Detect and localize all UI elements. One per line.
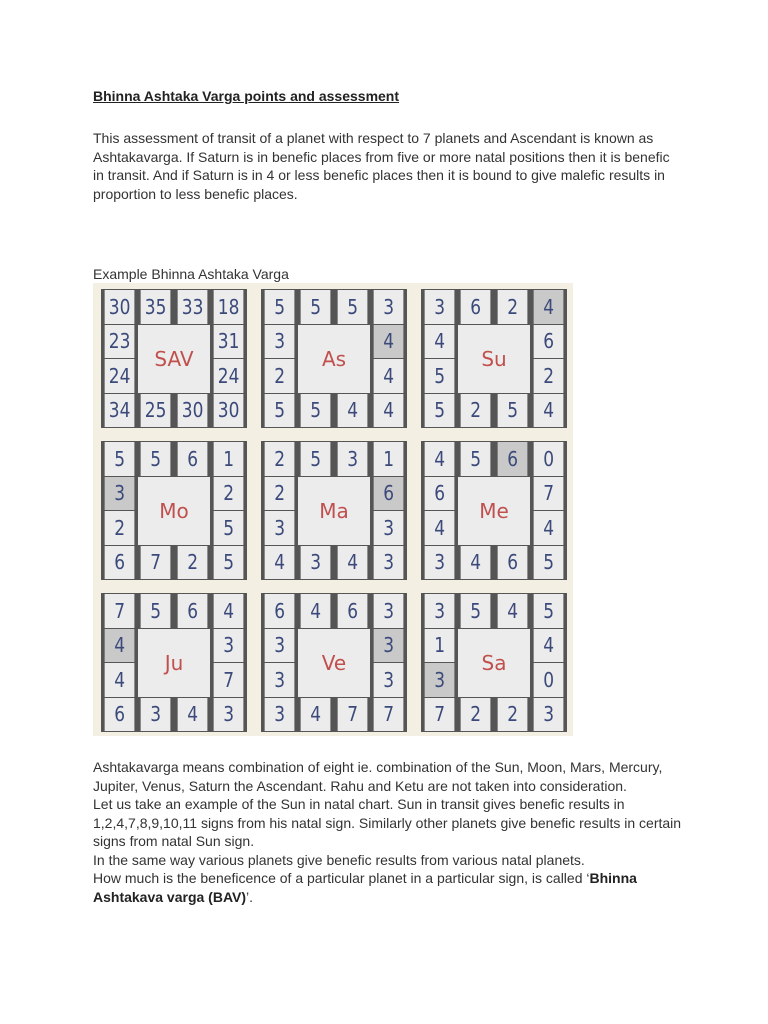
chart-cell: 4 [301, 594, 331, 628]
chart-cell: 3 [373, 629, 403, 663]
chart-cell: 3 [373, 290, 403, 324]
chart-cell: 6 [373, 477, 403, 511]
chart-cell: 7 [373, 698, 403, 732]
chart-cell: 4 [105, 629, 135, 663]
chart-mo [101, 441, 247, 580]
bav-suffix: ’. [246, 888, 254, 905]
chart-cell: 6 [177, 594, 207, 628]
chart-cell: 5 [425, 394, 455, 428]
chart-cell: 5 [461, 442, 491, 476]
chart-cell: 4 [301, 698, 331, 732]
chart-cell: 7 [141, 546, 171, 580]
chart-cell: 4 [337, 546, 367, 580]
chart-cell: 6 [425, 477, 455, 511]
chart-cell: 4 [265, 546, 295, 580]
chart-cell: 5 [301, 394, 331, 428]
chart-cell: 5 [301, 290, 331, 324]
chart-cell: 33 [177, 290, 207, 324]
body-line-2: Let us take an example of the Sun in natal chart. Sun in transit gives benefic results in 1,2,4,7,8,9,10,11 signs from his natal sign. Similarly other planets give benefic results in certain signs from natal Sun sign. [93, 796, 682, 849]
chart-cell: 4 [213, 594, 243, 628]
chart-cell: 2 [461, 394, 491, 428]
body-line-1: Ashtakavarga means combination of eight ie. combination of the Sun, Moon, Mars, Mercury, Jupiter, Venus, Saturn the Ascendant. Rahu and Ketu are not taken into consideration. [93, 759, 663, 794]
chart-cell: 4 [373, 359, 403, 393]
chart-cell: 4 [533, 394, 563, 428]
chart-cell: 4 [373, 325, 403, 359]
chart-cell: 24 [105, 359, 135, 393]
chart-cell: 25 [141, 394, 171, 428]
chart-cell: 3 [265, 698, 295, 732]
chart-cell: 3 [425, 290, 455, 324]
chart-cell: 5 [213, 546, 243, 580]
chart-cell: 1 [373, 442, 403, 476]
chart-cell: 4 [373, 394, 403, 428]
chart-label: Ve [298, 629, 370, 697]
chart-cell: 3 [213, 698, 243, 732]
chart-cell: 0 [533, 663, 563, 697]
chart-cell: 3 [265, 511, 295, 545]
body-line-4 [93, 869, 683, 906]
chart-cell: 5 [301, 442, 331, 476]
chart-cell: 6 [177, 442, 207, 476]
body-paragraph [93, 758, 683, 906]
page-title: Bhinna Ashtaka Varga points and assessment [93, 88, 400, 104]
chart-cell: 3 [533, 698, 563, 732]
chart-label: Sa [458, 629, 530, 697]
chart-cell: 3 [373, 663, 403, 697]
chart-cell: 4 [461, 546, 491, 580]
chart-cell: 4 [533, 511, 563, 545]
bav-term: Bhinna Ashtakava varga (BAV) [93, 870, 637, 905]
chart-cell: 4 [105, 663, 135, 697]
chart-cell: 2 [461, 698, 491, 732]
chart-label: Ma [298, 477, 370, 545]
chart-me [421, 441, 567, 580]
chart-cell: 2 [265, 442, 295, 476]
chart-cell: 3 [141, 698, 171, 732]
chart-cell: 2 [213, 477, 243, 511]
chart-cell: 7 [337, 698, 367, 732]
chart-cell: 3 [337, 442, 367, 476]
chart-cell: 5 [497, 394, 527, 428]
chart-cell: 1 [213, 442, 243, 476]
chart-cell: 3 [425, 594, 455, 628]
chart-cell: 5 [213, 511, 243, 545]
chart-cell: 4 [425, 442, 455, 476]
chart-cell: 2 [265, 359, 295, 393]
chart-cell: 2 [265, 477, 295, 511]
chart-cell: 6 [461, 290, 491, 324]
chart-cell: 5 [461, 594, 491, 628]
chart-label: SAV [138, 325, 210, 393]
chart-cell: 3 [425, 663, 455, 697]
chart-cell: 34 [105, 394, 135, 428]
chart-cell: 6 [533, 325, 563, 359]
chart-cell: 0 [533, 442, 563, 476]
chart-label: Me [458, 477, 530, 545]
chart-cell: 3 [265, 629, 295, 663]
chart-cell: 6 [105, 546, 135, 580]
chart-cell: 24 [213, 359, 243, 393]
chart-label: Su [458, 325, 530, 393]
chart-cell: 5 [141, 594, 171, 628]
chart-label: As [298, 325, 370, 393]
chart-cell: 3 [213, 629, 243, 663]
chart-cell: 7 [425, 698, 455, 732]
chart-cell: 3 [265, 325, 295, 359]
chart-cell: 4 [533, 290, 563, 324]
chart-cell: 6 [105, 698, 135, 732]
chart-cell: 5 [337, 290, 367, 324]
intro-paragraph: This assessment of transit of a planet with respect to 7 planets and Ascendant is known as Ashtakavarga. If Saturn is in benefic places from five or more natal positions then it is benefic in transit. And if Saturn is in 4 or less benefic places then it is bound to give malefic results in proportion to less benefic places. [93, 130, 670, 202]
chart-cell: 4 [177, 698, 207, 732]
chart-cell: 4 [497, 594, 527, 628]
chart-cell: 5 [425, 359, 455, 393]
chart-cell: 2 [177, 546, 207, 580]
chart-cell: 4 [533, 629, 563, 663]
chart-cell: 18 [213, 290, 243, 324]
chart-cell: 3 [373, 511, 403, 545]
chart-cell: 2 [497, 290, 527, 324]
chart-cell: 5 [141, 442, 171, 476]
chart-cell: 3 [265, 663, 295, 697]
chart-cell: 5 [105, 442, 135, 476]
chart-su [421, 289, 567, 428]
chart-cell: 2 [105, 511, 135, 545]
chart-cell: 5 [533, 546, 563, 580]
chart-cell: 3 [301, 546, 331, 580]
chart-sav [101, 289, 247, 428]
chart-cell: 23 [105, 325, 135, 359]
chart-cell: 4 [337, 394, 367, 428]
body-line-3: In the same way various planets give benefic results from various natal planets. [93, 851, 585, 868]
chart-cell: 3 [373, 594, 403, 628]
chart-ve [261, 593, 407, 732]
chart-as [261, 289, 407, 428]
chart-cell: 5 [533, 594, 563, 628]
chart-cell: 2 [533, 359, 563, 393]
chart-cell: 7 [213, 663, 243, 697]
chart-cell: 30 [177, 394, 207, 428]
chart-cell: 1 [425, 629, 455, 663]
chart-cell: 5 [265, 290, 295, 324]
chart-cell: 30 [213, 394, 243, 428]
chart-cell: 2 [497, 698, 527, 732]
chart-sa [421, 593, 567, 732]
chart-cell: 5 [265, 394, 295, 428]
chart-label: Mo [138, 477, 210, 545]
chart-ju [101, 593, 247, 732]
chart-cell: 6 [497, 546, 527, 580]
chart-cell: 6 [265, 594, 295, 628]
chart-cell: 7 [533, 477, 563, 511]
chart-cell: 6 [337, 594, 367, 628]
chart-cell: 3 [105, 477, 135, 511]
chart-cell: 31 [213, 325, 243, 359]
chart-cell: 3 [425, 546, 455, 580]
chart-cell: 4 [425, 511, 455, 545]
chart-ma [261, 441, 407, 580]
chart-label: Ju [138, 629, 210, 697]
chart-cell: 35 [141, 290, 171, 324]
bav-prefix: How much is the beneficence of a particular planet in a particular sign, is called ‘ [93, 870, 590, 886]
figure-caption: Example Bhinna Ashtaka Varga [93, 266, 289, 282]
chart-cell: 6 [497, 442, 527, 476]
chart-cell: 4 [425, 325, 455, 359]
chart-cell: 7 [105, 594, 135, 628]
chart-cell: 30 [105, 290, 135, 324]
chart-cell: 3 [373, 546, 403, 580]
ashtakavarga-figure [93, 283, 573, 736]
